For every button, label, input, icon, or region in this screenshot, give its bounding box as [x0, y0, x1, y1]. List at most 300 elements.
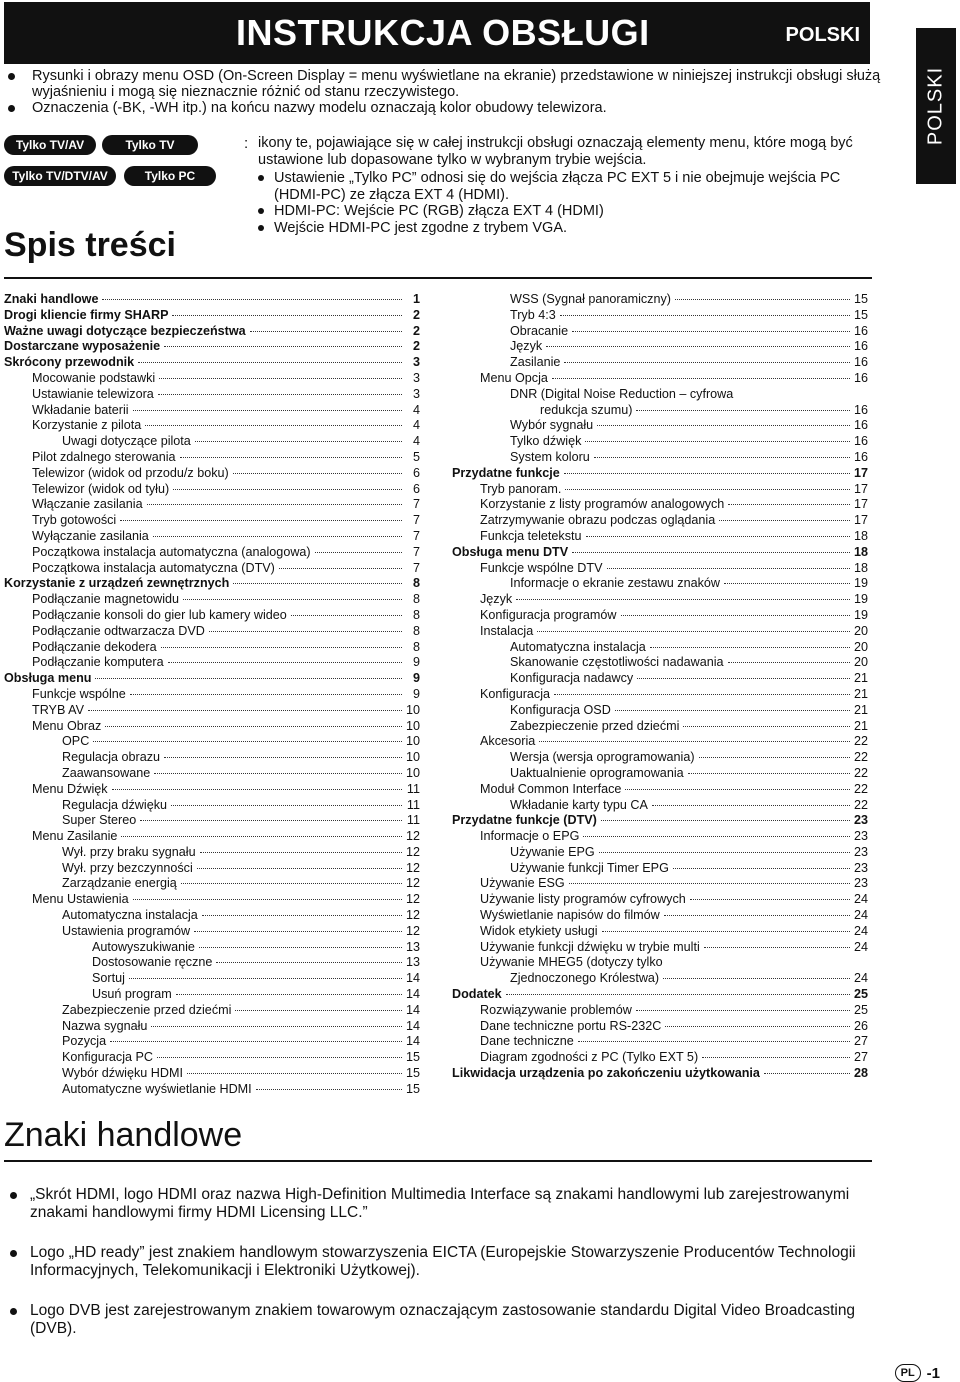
toc-entry: [452, 703, 868, 719]
toc-entry-page: 25: [854, 1002, 869, 1017]
toc-entry: [4, 308, 420, 324]
toc-entry-page: 5: [412, 449, 420, 464]
toc-entry-page: 20: [854, 639, 869, 654]
toc-entry-title: Funkcje wspólne DTV: [480, 560, 603, 575]
dot-leader: [202, 915, 402, 916]
mode-badge-pc: Tylko PC: [124, 166, 216, 186]
toc-entry-page: 27: [854, 1050, 869, 1065]
toc-entry-page: 21: [854, 702, 869, 717]
dot-leader: [145, 425, 402, 426]
toc-entry-title: Wyświetlanie napisów do filmów: [480, 908, 660, 923]
dot-leader: [663, 978, 850, 979]
toc-entry: [4, 1050, 420, 1066]
toc-entry: [4, 529, 420, 545]
toc-entry: [452, 624, 868, 640]
toc-entry: [4, 940, 420, 956]
toc-entry-page: 14: [406, 1034, 421, 1049]
toc-entry-page: 23: [854, 844, 869, 859]
toc-entry: [452, 813, 868, 829]
dot-leader: [112, 789, 402, 790]
toc-entry-page: 24: [854, 892, 869, 907]
toc-entry-page: 24: [854, 939, 869, 954]
toc-entry: [4, 955, 420, 971]
trademark-item: [8, 1244, 868, 1280]
toc-entry-page: 22: [854, 734, 869, 749]
dot-leader: [95, 678, 402, 679]
toc-entry: [4, 671, 420, 687]
toc-entry: [452, 687, 868, 703]
bullet-icon: [8, 73, 15, 80]
toc-entry: [4, 418, 420, 434]
toc-entry-title: Automatyczna instalacja: [62, 908, 198, 923]
toc-entry: [452, 608, 868, 624]
dot-leader: [161, 647, 402, 648]
toc-entry-title: Ważne uwagi dotyczące bezpieczeństwa: [4, 323, 246, 338]
dot-leader: [537, 631, 850, 632]
toc-entry: [452, 750, 868, 766]
toc-entry-page: 16: [854, 434, 869, 449]
toc-entry-page: 12: [406, 923, 421, 938]
toc-entry: [4, 876, 420, 892]
toc-entry-page: 24: [854, 908, 869, 923]
toc-entry-page: 7: [412, 497, 420, 512]
toc-entry: [4, 561, 420, 577]
toc-entry: [452, 482, 868, 498]
toc-entry-title: Zaawansowane: [62, 765, 151, 780]
toc-entry-title: Tryb 4:3: [510, 307, 556, 322]
toc-entry: [452, 545, 868, 561]
toc-entry: [452, 450, 868, 466]
toc-entry: [452, 513, 868, 529]
dot-leader: [690, 899, 850, 900]
toc-entry-page: 10: [406, 718, 421, 733]
dot-leader: [554, 694, 850, 695]
trademark-text: Logo „HD ready” jest znakiem handlowym stowarzyszenia EICTA (Europejskie Stowarzyszenie Producentów Technologii Informacyjnych, Telekomunikacji i Elektroniki Użytkowej).: [30, 1244, 856, 1279]
toc-entry-page: 22: [854, 781, 869, 796]
toc-entry-page: 18: [854, 560, 869, 575]
dot-leader: [140, 820, 402, 821]
toc-entry-page: 17: [854, 465, 869, 480]
dot-leader: [209, 631, 402, 632]
dot-leader: [602, 931, 850, 932]
toc-entry-title: Mocowanie podstawki: [32, 370, 156, 385]
bullet-icon: [258, 225, 264, 231]
toc-entry-page: 8: [412, 623, 420, 638]
toc-entry-title: Zabezpieczenie przed dziećmi: [510, 718, 680, 733]
toc-entry: [452, 1019, 868, 1035]
toc-entry-page: 18: [854, 528, 869, 543]
toc-entry-page: 26: [854, 1018, 869, 1033]
toc-entry-page: 15: [854, 292, 869, 306]
dot-leader: [599, 852, 850, 853]
toc-entry: [4, 292, 420, 308]
dot-leader: [187, 1073, 402, 1074]
toc-entry-page: 14: [406, 1002, 421, 1017]
dot-leader: [583, 836, 850, 837]
dot-leader: [195, 441, 402, 442]
toc-entry-title: DNR (Digital Noise Reduction – cyfrowa: [510, 386, 734, 401]
toc-entry-title: Używanie EPG: [510, 844, 595, 859]
dot-leader: [93, 741, 402, 742]
toc-entry-title: Rozwiązywanie problemów: [480, 1002, 632, 1017]
toc-entry-title: Wersja (wersja oprogramowania): [510, 750, 695, 765]
toc-entry-title: Skanowanie częstotliwości nadawania: [510, 655, 724, 670]
trademark-text: „Skrót HDMI, logo HDMI oraz nazwa High-Definition Multimedia Interface są znakami handlowymi lub zarejestrowanymi znakami handlowymi firmy HDMI Licensing LLC.”: [30, 1186, 850, 1221]
mode-note: [258, 170, 878, 203]
toc-entry-title: Ustawianie telewizora: [32, 386, 154, 401]
trademark-item: [8, 1186, 868, 1222]
toc-entry-title: Obracanie: [510, 323, 569, 338]
toc-entry: [452, 339, 868, 355]
toc-entry: [4, 608, 420, 624]
toc-entry-title: Zarządzanie energią: [62, 876, 177, 891]
toc-entry-page: 8: [412, 607, 420, 622]
trademark-text: Logo DVB jest zarejestrowanym znakiem towarowym oznaczającym zastosowanie standardu Digital Video Broadcasting (DVB).: [30, 1302, 856, 1337]
toc-entry-page: 22: [854, 750, 869, 765]
dot-leader: [572, 331, 850, 332]
dot-leader: [133, 410, 402, 411]
toc-entry: [4, 766, 420, 782]
dot-leader: [728, 504, 850, 505]
toc-entry-title: Pozycja: [62, 1034, 107, 1049]
toc-entry-title: Regulacja obrazu: [62, 750, 161, 765]
dot-leader: [764, 1073, 850, 1074]
toc-entry-page: 25: [854, 987, 869, 1002]
dot-leader: [121, 836, 402, 837]
toc-heading: Spis treści: [4, 226, 176, 264]
dot-leader: [102, 299, 402, 300]
toc-entry: [452, 640, 868, 656]
toc-entry-title: Konfiguracja PC: [62, 1050, 154, 1065]
toc-entry-title: Znaki handlowe: [4, 292, 99, 306]
toc-entry-page: 18: [854, 544, 869, 559]
toc-entry-page: 21: [854, 686, 869, 701]
toc-entry-page: 17: [854, 481, 869, 496]
toc-entry: [4, 324, 420, 340]
language-label: POLSKI: [785, 24, 860, 46]
toc-entry-title: Uwagi dotyczące pilota: [62, 434, 191, 449]
page-number-text: -1: [926, 1364, 940, 1382]
toc-entry: [4, 1082, 420, 1098]
toc-entry-page: 16: [854, 339, 869, 354]
toc-entry: [452, 876, 868, 892]
toc-entry-page: 8: [412, 592, 420, 607]
toc-entry-page: 15: [406, 1081, 421, 1096]
dot-leader: [664, 915, 850, 916]
bullet-icon: [10, 1192, 17, 1199]
toc-entry: [4, 845, 420, 861]
language-badge-icon: PL: [895, 1364, 921, 1382]
toc-entry: [4, 450, 420, 466]
toc-entry-page: 14: [406, 971, 421, 986]
toc-entry-title: Akcesoria: [480, 734, 536, 749]
toc-entry-page: 17: [854, 497, 869, 512]
toc-entry-page: 13: [406, 955, 421, 970]
toc-entry: [452, 798, 868, 814]
dot-leader: [615, 710, 850, 711]
toc-entry-title: Początkowa instalacja automatyczna (DTV): [32, 560, 275, 575]
toc-entry: [4, 924, 420, 940]
dot-leader: [688, 773, 850, 774]
toc-entry: [452, 671, 868, 687]
toc-entry: [452, 719, 868, 735]
trademark-item: [8, 1302, 868, 1338]
dot-leader: [552, 378, 850, 379]
toc-entry-title: Podłączanie magnetowidu: [32, 592, 180, 607]
toc-entry: [4, 782, 420, 798]
dot-leader: [704, 947, 850, 948]
toc-entry-title: Automatyczne wyświetlanie HDMI: [62, 1081, 252, 1096]
toc-entry-title: Dane techniczne portu RS-232C: [480, 1018, 662, 1033]
toc-entry-title: Telewizor (widok od przodu/z boku): [32, 465, 229, 480]
toc-entry-page: 4: [412, 402, 420, 417]
toc-entry-continuation: [510, 403, 868, 419]
dot-leader: [138, 362, 402, 363]
dot-leader: [176, 994, 402, 995]
toc-entry-title: OPC: [62, 734, 90, 749]
toc-entry: [452, 1034, 868, 1050]
mode-note-text: Wejście HDMI-PC jest zgodne z trybem VGA.: [274, 219, 568, 236]
toc-entry: [452, 529, 868, 545]
dot-leader: [564, 362, 850, 363]
toc-entry: [4, 339, 420, 355]
toc-entry-page: 17: [854, 513, 869, 528]
toc-entry: [452, 292, 868, 308]
toc-entry: [4, 545, 420, 561]
dot-leader: [199, 947, 402, 948]
toc-entry: [452, 861, 868, 877]
toc-entry-title: Początkowa instalacja automatyczna (analogowa): [32, 544, 311, 559]
toc-entry-title: TRYB AV: [32, 702, 85, 717]
toc-entry-page: 22: [854, 765, 869, 780]
toc-entry-page: 15: [406, 1066, 421, 1081]
toc-entry-title: System koloru: [510, 449, 590, 464]
toc-entry: [452, 908, 868, 924]
mode-badge-tv: Tylko TV: [102, 135, 198, 155]
toc-entry: [4, 829, 420, 845]
toc-entry-page: 1: [412, 292, 420, 306]
toc-entry-title: Język: [510, 339, 543, 354]
dot-leader: [171, 805, 402, 806]
intro-note: [6, 68, 886, 100]
toc-entry-title: Zatrzymywanie obrazu podczas oglądania: [480, 513, 716, 528]
toc-entry: [4, 1019, 420, 1035]
toc-entry-page: 9: [412, 671, 420, 686]
dot-leader: [637, 678, 850, 679]
toc-entry: [4, 482, 420, 498]
toc-entry-title: Konfiguracja OSD: [510, 702, 611, 717]
toc-entry-title: Telewizor (widok od tyłu): [32, 481, 170, 496]
toc-entry-title: Przydatne funkcje (DTV): [452, 813, 597, 828]
toc-entry-title: Dostosowanie ręczne: [92, 955, 213, 970]
toc-entry: [452, 418, 868, 434]
dot-leader: [636, 1010, 850, 1011]
toc-entry-title: Włączanie zasilania: [32, 497, 143, 512]
toc-left-column: [4, 292, 420, 1098]
toc-entry-title: Konfiguracja nadawcy: [510, 671, 634, 686]
mode-note: [258, 203, 878, 220]
toc-entry-page: 6: [412, 481, 420, 496]
toc-entry: [4, 355, 420, 371]
toc-entry-title: Autowyszukiwanie: [92, 939, 195, 954]
toc-entry: [452, 955, 868, 987]
toc-entry-page: 14: [406, 987, 421, 1002]
toc-entry-title: Pilot zdalnego sterowania: [32, 449, 176, 464]
toc-entry-title: Wkładanie karty typu CA: [510, 797, 648, 812]
toc-entry: [452, 940, 868, 956]
divider: [4, 277, 872, 279]
bullet-icon: [258, 175, 264, 181]
toc-entry-page: 20: [854, 655, 869, 670]
dot-leader: [130, 694, 402, 695]
divider: [4, 1160, 872, 1162]
toc-entry-title: Konfiguracja programów: [480, 607, 617, 622]
dot-leader: [578, 1041, 850, 1042]
toc-entry-page: 7: [412, 560, 420, 575]
toc-entry: [452, 892, 868, 908]
toc-right-column: [452, 292, 868, 1082]
toc-entry: [452, 387, 868, 419]
toc-entry-title: Automatyczna instalacja: [510, 639, 646, 654]
toc-entry-title: Używanie funkcji dźwięku w trybie multi: [480, 939, 700, 954]
toc-entry-page: 16: [854, 323, 869, 338]
intro-note-text: Rysunki i obrazy menu OSD (On-Screen Display = menu wyświetlane na ekranie) przedstawione w niniejszej instrukcji obsługi służą wyjaśnieniu i mogą się nieznacznie różnić od stanu rzeczywistego.: [32, 68, 881, 100]
dot-leader: [157, 1057, 402, 1058]
toc-entry-title: Wkładanie baterii: [32, 402, 129, 417]
page-number: [895, 1364, 940, 1382]
toc-entry: [4, 1066, 420, 1082]
toc-entry-page: 21: [854, 718, 869, 733]
dot-leader: [291, 615, 402, 616]
toc-entry-page: 16: [854, 402, 869, 417]
toc-entry-page: 2: [412, 323, 420, 338]
toc-entry: [4, 908, 420, 924]
dot-leader: [665, 1026, 850, 1027]
toc-entry-title: Używanie listy programów cyfrowych: [480, 892, 686, 907]
header-bar: [4, 2, 870, 64]
dot-leader: [279, 568, 402, 569]
dot-leader: [516, 599, 850, 600]
toc-entry-page: 3: [412, 370, 420, 385]
toc-entry-page: 6: [412, 465, 420, 480]
toc-entry-continuation: [480, 971, 868, 987]
dot-leader: [702, 1057, 850, 1058]
toc-entry-title: Menu Opcja: [480, 370, 548, 385]
toc-entry-title: Sortuj: [92, 971, 125, 986]
toc-entry: [4, 750, 420, 766]
toc-entry-title: Informacje o ekranie zestawu znaków: [510, 576, 720, 591]
dot-leader: [250, 331, 402, 332]
toc-entry-title: Tryb panoram.: [480, 481, 562, 496]
toc-entry: [4, 576, 420, 592]
toc-entry-title: Podłączanie konsoli do gier lub kamery wideo: [32, 607, 287, 622]
toc-entry: [4, 403, 420, 419]
toc-entry: [4, 497, 420, 513]
toc-entry-page: 19: [854, 607, 869, 622]
dot-leader: [105, 726, 402, 727]
intro-note-text: Oznaczenia (-BK, -WH itp.) na końcu nazwy modelu oznaczają kolor obudowy telewizora.: [32, 100, 607, 116]
toc-entry: [4, 798, 420, 814]
toc-entry-title: Tryb gotowości: [32, 513, 117, 528]
toc-entry-page: 28: [854, 1066, 869, 1081]
dot-leader: [564, 473, 850, 474]
toc-entry-title: Instalacja: [480, 623, 534, 638]
mode-colon: :: [244, 135, 249, 152]
dot-leader: [256, 1089, 402, 1090]
dot-leader: [650, 647, 850, 648]
toc-entry-page: 16: [854, 370, 869, 385]
toc-entry-page: 11: [406, 813, 420, 828]
toc-entry-page: 24: [854, 923, 869, 938]
toc-entry-title-cont: redukcja szumu): [540, 402, 633, 417]
dot-leader: [180, 457, 402, 458]
dot-leader: [159, 378, 402, 379]
toc-entry-page: 4: [412, 418, 420, 433]
dot-leader: [216, 962, 402, 963]
toc-entry: [4, 513, 420, 529]
toc-entry-page: 15: [854, 307, 869, 322]
toc-entry: [452, 592, 868, 608]
toc-entry: [4, 434, 420, 450]
dot-leader: [636, 410, 850, 411]
dot-leader: [673, 868, 850, 869]
side-tab-label: POLSKI: [924, 66, 947, 146]
toc-entry: [452, 324, 868, 340]
toc-entry: [452, 434, 868, 450]
toc-entry-page: 10: [406, 765, 421, 780]
dot-leader: [133, 899, 402, 900]
toc-entry: [452, 766, 868, 782]
toc-entry-title: Korzystanie z urządzeń zewnętrznych: [4, 576, 230, 591]
toc-entry-title: Dostarczane wyposażenie: [4, 339, 161, 354]
toc-entry-title: Wybór dźwięku HDMI: [62, 1066, 183, 1081]
toc-entry-title: Konfiguracja: [480, 686, 551, 701]
dot-leader: [168, 662, 402, 663]
toc-entry: [4, 1003, 420, 1019]
toc-entry: [452, 782, 868, 798]
dot-leader: [506, 994, 850, 995]
dot-leader: [151, 1026, 402, 1027]
toc-entry-page: 27: [854, 1034, 869, 1049]
toc-entry-title: Drogi kliencie firmy SHARP: [4, 307, 169, 322]
toc-entry: [4, 861, 420, 877]
toc-entry: [452, 845, 868, 861]
toc-entry-title: Menu Obraz: [32, 718, 102, 733]
toc-entry-title: Zasilanie: [510, 355, 561, 370]
toc-entry-title: Korzystanie z pilota: [32, 418, 142, 433]
mode-notes: [258, 170, 878, 236]
toc-entry-page: 8: [412, 576, 420, 591]
dot-leader: [699, 757, 850, 758]
toc-entry-title: Uaktualnienie oprogramowania: [510, 765, 684, 780]
dot-leader: [194, 931, 402, 932]
toc-entry-title: Nazwa sygnału: [62, 1018, 148, 1033]
dot-leader: [594, 457, 850, 458]
dot-leader: [719, 520, 850, 521]
toc-entry-page: 3: [412, 355, 420, 370]
toc-entry-page: 19: [854, 576, 869, 591]
mode-note: [258, 220, 878, 237]
toc-entry-title: Dane techniczne: [480, 1034, 574, 1049]
toc-entry-page: 23: [854, 860, 869, 875]
dot-leader: [728, 662, 850, 663]
toc-entry: [452, 371, 868, 387]
dot-leader: [586, 536, 850, 537]
toc-entry-title: Podłączanie dekodera: [32, 639, 157, 654]
toc-entry-title: Korzystanie z listy programów analogowych: [480, 497, 725, 512]
toc-entry-page: 21: [854, 671, 869, 686]
toc-entry: [452, 987, 868, 1003]
